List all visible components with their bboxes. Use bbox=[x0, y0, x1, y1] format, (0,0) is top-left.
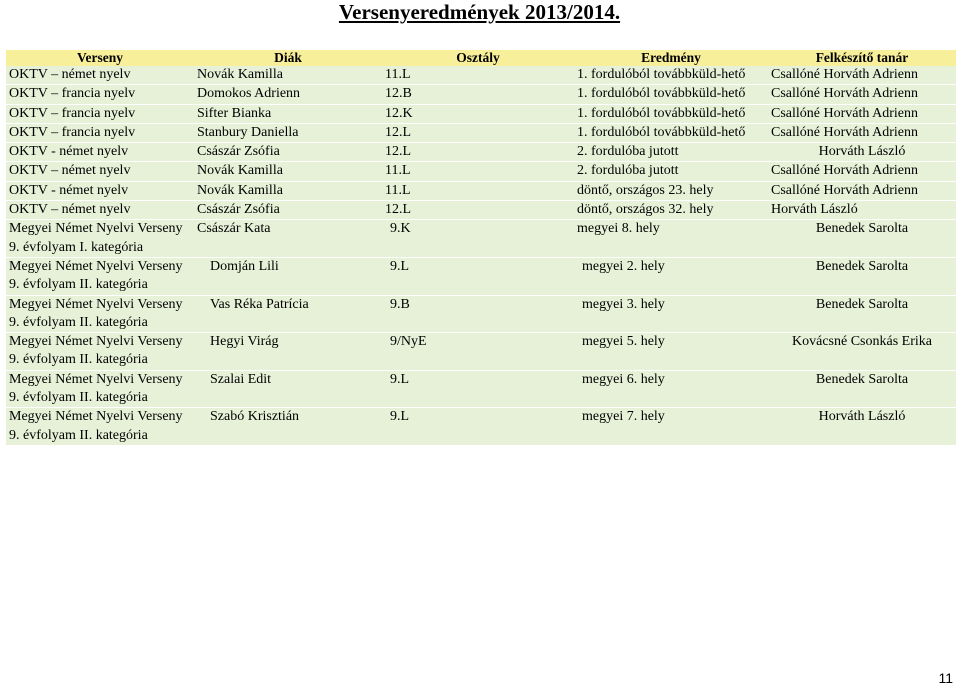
cell-eredmeny: 1. fordulóból továbbküld-hető bbox=[574, 85, 768, 104]
cell-verseny: OKTV – német nyelv bbox=[6, 66, 194, 85]
cell-eredmeny: megyei 2. hely bbox=[574, 257, 768, 295]
cell-osztaly: 11.L bbox=[382, 181, 574, 200]
cell-eredmeny: döntő, országos 32. hely bbox=[574, 201, 768, 220]
cell-diak: Novák Kamilla bbox=[194, 181, 382, 200]
cell-osztaly: 12.L bbox=[382, 123, 574, 142]
cell-osztaly: 9.L bbox=[382, 408, 574, 445]
table-row bbox=[6, 408, 956, 445]
table-row bbox=[6, 201, 956, 220]
cell-diak: Vas Réka Patrícia bbox=[194, 295, 382, 333]
cell-eredmeny: megyei 3. hely bbox=[574, 295, 768, 333]
table-row bbox=[6, 162, 956, 181]
cell-eredmeny: megyei 8. hely bbox=[574, 220, 768, 258]
cell-eredmeny: 1. fordulóból továbbküld-hető bbox=[574, 66, 768, 85]
cell-diak: Domján Lili bbox=[194, 257, 382, 295]
table-row bbox=[6, 181, 956, 200]
cell-osztaly: 9.L bbox=[382, 257, 574, 295]
cell-tanar: Csallóné Horváth Adrienn bbox=[768, 66, 956, 85]
cell-verseny: OKTV – német nyelv bbox=[6, 201, 194, 220]
cell-diak: Hegyi Virág bbox=[194, 333, 382, 371]
cell-tanar: Csallóné Horváth Adrienn bbox=[768, 181, 956, 200]
cell-verseny: OKTV - német nyelv bbox=[6, 143, 194, 162]
cell-diak: Császár Zsófia bbox=[194, 201, 382, 220]
cell-verseny: OKTV – német nyelv bbox=[6, 162, 194, 181]
cell-diak: Novák Kamilla bbox=[194, 162, 382, 181]
cell-eredmeny: megyei 6. hely bbox=[574, 370, 768, 408]
page-number: 11 bbox=[938, 670, 953, 686]
cell-osztaly: 9.K bbox=[382, 220, 574, 258]
cell-verseny: Megyei Német Nyelvi Verseny 9. évfolyam II. kategória bbox=[6, 333, 194, 371]
cell-verseny: OKTV – francia nyelv bbox=[6, 104, 194, 123]
header-diak: Diák bbox=[194, 50, 382, 66]
table-row bbox=[6, 66, 956, 85]
header-osztaly: Osztály bbox=[382, 50, 574, 66]
header-verseny: Verseny bbox=[6, 50, 194, 66]
cell-osztaly: 11.L bbox=[382, 66, 574, 85]
cell-osztaly: 12.L bbox=[382, 201, 574, 220]
cell-diak: Stanbury Daniella bbox=[194, 123, 382, 142]
cell-osztaly: 9.B bbox=[382, 295, 574, 333]
cell-eredmeny: megyei 5. hely bbox=[574, 333, 768, 371]
cell-verseny: Megyei Német Nyelvi Verseny 9. évfolyam II. kategória bbox=[6, 370, 194, 408]
cell-tanar: Csallóné Horváth Adrienn bbox=[768, 162, 956, 181]
page-title: Versenyeredmények 2013/2014. bbox=[338, 0, 621, 24]
cell-verseny: OKTV - német nyelv bbox=[6, 181, 194, 200]
table-header-row bbox=[6, 50, 956, 66]
cell-tanar: Kovácsné Csonkás Erika bbox=[768, 333, 956, 371]
cell-osztaly: 9.L bbox=[382, 370, 574, 408]
cell-tanar: Csallóné Horváth Adrienn bbox=[768, 85, 956, 104]
cell-tanar: Horváth László bbox=[768, 143, 956, 162]
cell-osztaly: 12.B bbox=[382, 85, 574, 104]
cell-eredmeny: döntő, országos 23. hely bbox=[574, 181, 768, 200]
cell-tanar: Csallóné Horváth Adrienn bbox=[768, 104, 956, 123]
header-eredmeny: Eredmény bbox=[574, 50, 768, 66]
cell-tanar: Horváth László bbox=[768, 408, 956, 445]
table-row bbox=[6, 333, 956, 371]
cell-tanar: Benedek Sarolta bbox=[768, 220, 956, 258]
cell-diak: Szabó Krisztián bbox=[194, 408, 382, 445]
table-row bbox=[6, 220, 956, 258]
cell-tanar: Horváth László bbox=[768, 201, 956, 220]
cell-eredmeny: 2. fordulóba jutott bbox=[574, 143, 768, 162]
cell-diak: Domokos Adrienn bbox=[194, 85, 382, 104]
cell-verseny: Megyei Német Nyelvi Verseny 9. évfolyam II. kategória bbox=[6, 257, 194, 295]
cell-osztaly: 11.L bbox=[382, 162, 574, 181]
cell-diak: Császár Zsófia bbox=[194, 143, 382, 162]
cell-tanar: Benedek Sarolta bbox=[768, 295, 956, 333]
table-row bbox=[6, 123, 956, 142]
table-row bbox=[6, 257, 956, 295]
results-table bbox=[6, 50, 956, 445]
cell-eredmeny: 1. fordulóból továbbküld-hető bbox=[574, 123, 768, 142]
cell-tanar: Csallóné Horváth Adrienn bbox=[768, 123, 956, 142]
cell-osztaly: 12.L bbox=[382, 143, 574, 162]
header-tanar: Felkészítő tanár bbox=[768, 50, 956, 66]
table-row bbox=[6, 370, 956, 408]
cell-verseny: Megyei Német Nyelvi Verseny 9. évfolyam II. kategória bbox=[6, 295, 194, 333]
table-row bbox=[6, 143, 956, 162]
table-row bbox=[6, 104, 956, 123]
cell-diak: Szalai Edit bbox=[194, 370, 382, 408]
cell-diak: Császár Kata bbox=[194, 220, 382, 258]
cell-verseny: Megyei Német Nyelvi Verseny 9. évfolyam I. kategória bbox=[6, 220, 194, 258]
cell-verseny: OKTV – francia nyelv bbox=[6, 85, 194, 104]
cell-verseny: Megyei Német Nyelvi Verseny 9. évfolyam II. kategória bbox=[6, 408, 194, 445]
table-row bbox=[6, 85, 956, 104]
cell-tanar: Benedek Sarolta bbox=[768, 370, 956, 408]
cell-osztaly: 9/NyE bbox=[382, 333, 574, 371]
cell-diak: Novák Kamilla bbox=[194, 66, 382, 85]
cell-eredmeny: 1. fordulóból továbbküld-hető bbox=[574, 104, 768, 123]
cell-diak: Sifter Bianka bbox=[194, 104, 382, 123]
cell-eredmeny: 2. fordulóba jutott bbox=[574, 162, 768, 181]
cell-eredmeny: megyei 7. hely bbox=[574, 408, 768, 445]
table-row bbox=[6, 295, 956, 333]
cell-osztaly: 12.K bbox=[382, 104, 574, 123]
cell-tanar: Benedek Sarolta bbox=[768, 257, 956, 295]
cell-verseny: OKTV – francia nyelv bbox=[6, 123, 194, 142]
